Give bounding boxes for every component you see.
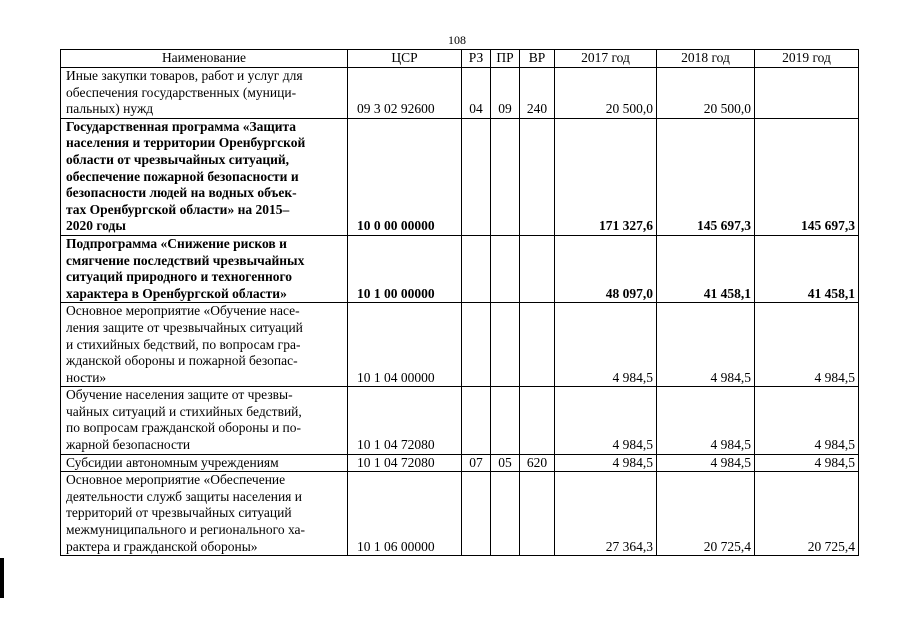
row-name-line: территорий от чрезвычайных ситуаций [66,505,292,521]
row-name-line: обеспечения государственных (муници- [66,84,297,100]
header-name: Наименование [61,50,348,68]
row-name-line: Основное мероприятие «Обеспечение [66,472,286,488]
row-name [61,472,348,556]
cell-vr [520,235,555,302]
header-2019: 2019 год [755,50,859,68]
cell-2017: 4 984,5 [555,387,657,454]
cell-2019 [755,68,859,119]
cell-2019: 4 984,5 [755,387,859,454]
cell-pr [491,387,520,454]
cell-pr: 09 [491,68,520,119]
cell-rz [462,118,491,235]
row-name-line: Основное мероприятие «Обучение насе- [66,303,300,319]
cell-csr: 09 3 02 92600 [348,68,462,119]
cell-pr [491,472,520,556]
cell-pr: 05 [491,454,520,472]
cell-pr [491,303,520,387]
cell-2017: 171 327,6 [555,118,657,235]
cell-2018: 20 500,0 [657,68,755,119]
cell-vr [520,118,555,235]
row-name-line: населения и территории Оренбургской [66,135,306,151]
row-name-line: Подпрограмма «Снижение рисков и [66,235,287,251]
row-name-line: ситуаций природного и техногенного [66,269,293,285]
row-name-line: пальных) нужд [66,101,154,117]
row-name-line: и стихийных бедствий, по вопросам гра- [66,336,301,352]
cell-2017: 48 097,0 [555,235,657,302]
row-name [61,303,348,387]
budget-table [60,49,859,556]
cell-2017: 27 364,3 [555,472,657,556]
row-name-line: смягчение последствий чрезвычайных [66,252,305,268]
cell-2017: 20 500,0 [555,68,657,119]
header-csr: ЦСР [348,50,462,68]
cell-2017: 4 984,5 [555,303,657,387]
row-name-line: безопасности людей на водных объек- [66,185,297,201]
cell-csr: 10 1 06 00000 [348,472,462,556]
row-name [61,387,348,454]
cell-csr: 10 0 00 00000 [348,118,462,235]
cell-csr: 10 1 04 00000 [348,303,462,387]
cell-vr: 240 [520,68,555,119]
row-name-line: 2020 годы [66,218,126,234]
table-row [61,454,859,472]
cell-rz: 04 [462,68,491,119]
cell-csr: 10 1 04 72080 [348,387,462,454]
row-name-line: Обучение населения защите от чрезвы- [66,387,293,403]
header-vr: ВР [520,50,555,68]
cell-2019: 20 725,4 [755,472,859,556]
cell-vr: 620 [520,454,555,472]
cell-2018: 4 984,5 [657,387,755,454]
cell-2018: 41 458,1 [657,235,755,302]
cell-rz [462,235,491,302]
row-name-line: ности» [66,369,107,385]
row-name [61,235,348,302]
cell-2017: 4 984,5 [555,454,657,472]
row-name-line: ления защите от чрезвычайных ситуаций [66,319,303,335]
header-pr: ПР [491,50,520,68]
cell-vr [520,387,555,454]
row-name-line: жарной безопасности [66,437,191,453]
row-name-line: области от чрезвычайных ситуаций, [66,151,290,167]
cell-pr [491,118,520,235]
page-number: 108 [448,33,466,47]
cell-rz [462,303,491,387]
table-row [61,118,859,235]
row-name-line: характера в Оренбургской области» [66,285,287,301]
row-name [61,68,348,119]
row-name-line: Иные закупки товаров, работ и услуг для [66,68,303,83]
scan-edge-mark [0,558,4,598]
cell-vr [520,472,555,556]
header-2018: 2018 год [657,50,755,68]
cell-2018: 20 725,4 [657,472,755,556]
cell-2018: 145 697,3 [657,118,755,235]
row-name-line: деятельности служб защиты населения и [66,488,302,504]
row-name-line: обеспечение пожарной безопасности и [66,168,299,184]
row-name-line: рактера и гражданской обороны» [66,538,258,554]
table-row [61,472,859,556]
row-name-line: Субсидии автономным учреждениям [66,454,279,470]
row-name-line: чайных ситуаций и стихийных бедствий, [66,403,302,419]
row-name [61,118,348,235]
header-rz: РЗ [462,50,491,68]
row-name-line: жданской обороны и пожарной безопас- [66,353,298,369]
row-name [61,454,348,472]
row-name-line: по вопросам гражданской обороны и по- [66,420,302,436]
row-name-line: Государственная программа «Защита [66,118,297,134]
row-name-line: тах Оренбургской области» на 2015– [66,201,290,217]
cell-vr [520,303,555,387]
cell-2019: 4 984,5 [755,303,859,387]
cell-rz: 07 [462,454,491,472]
cell-2018: 4 984,5 [657,454,755,472]
header-row [61,50,859,68]
cell-rz [462,472,491,556]
cell-csr: 10 1 04 72080 [348,454,462,472]
cell-pr [491,235,520,302]
table-row [61,387,859,454]
cell-2018: 4 984,5 [657,303,755,387]
cell-2019: 145 697,3 [755,118,859,235]
cell-csr: 10 1 00 00000 [348,235,462,302]
cell-2019: 4 984,5 [755,454,859,472]
table-row [61,235,859,302]
table-row [61,303,859,387]
header-2017: 2017 год [555,50,657,68]
cell-2019: 41 458,1 [755,235,859,302]
row-name-line: межмуниципального и регионального ха- [66,522,306,538]
table-row [61,68,859,119]
cell-rz [462,387,491,454]
